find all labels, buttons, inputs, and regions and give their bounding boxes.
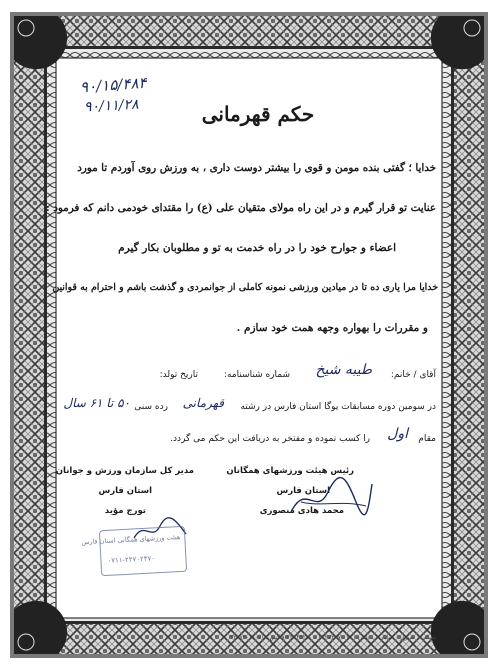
signatory-right-province: استان فارس [276,486,330,496]
oath-line-2: عنایت تو قرار گیرم و در این راه مولای متقیان علی (ع) را مقتدای خودمی دانم که فرمود : [45,202,436,214]
signature-right [286,472,376,522]
issue-date: ۹۰/۱۱/۲۸ [83,96,139,116]
name-label: آقای / خانم: [390,370,436,380]
signatory-left-province: استان فارس [98,486,152,496]
footer-address: نشانی : شیراز - خیابان ... تلفن ۰۷۱۱-۲۳۲۷۳۰۷ - ۲۳۲۴۵۲۱۰ فاکس ۰۷۱۱-۲۳۲۷۳۰۷ [229,634,436,641]
id-number-label: شماره شناسنامه: [223,370,290,380]
birth-date-label: تاریخ تولد: [159,370,198,380]
oath-line-3: اعضاء و جوارح خود را در راه خدمت به تو و مطلوبان بکار گیرم [118,242,396,254]
rank-value: اول [387,426,408,442]
signatory-left-title: مدیر کل سازمان ورزش و جوانان [55,466,194,476]
competition-text: در سومین دوره مسابقات یوگا استان فارس در رشته [240,402,436,412]
rank-suffix-text: را کسب نموده و مفتخر به دریافت این حکم می گردد. [170,434,370,444]
discipline-value: قهرمانی [182,396,224,410]
rank-label: مقام [418,434,436,444]
signatory-right-name: محمد هادی منصوری [259,506,344,516]
age-group-value: ۵۰ تا ۶۱ سال [63,396,130,410]
oath-line-1: خدایا ؛ گفتی بنده مومن و قوی را بیشتر دوست داری ، به ورزش روی آوردم تا مورد [77,162,436,174]
oath-line-5: و مقررات را بهواره وجهه همت خود سازم . [236,322,428,334]
certificate-body [45,62,440,641]
age-group-label: رده سنی [134,402,168,412]
reference-number: ۹۰/۱۵/۴۸۴ [79,73,148,97]
oath-line-4: خدایا مرا یاری ده تا در میادین ورزشی نمونه کاملی از جوانمردی و گذشت باشم و احترام به قوانین [52,282,438,293]
signatory-right-title: رئیس هیئت ورزشهای همگانان [226,466,354,476]
official-stamp [81,526,187,576]
page-title: حکم قهرمانی [201,102,315,126]
stamp-phone: ۰۷۱۱-۲۲۷۰۲۴۷۰ [107,554,156,565]
signatory-left-name: تورج مؤید [104,506,146,516]
name-value: طیبه شیخ [315,362,372,378]
stamp-text: هیئت ورزشهای همگانی استان فارس [81,533,181,547]
